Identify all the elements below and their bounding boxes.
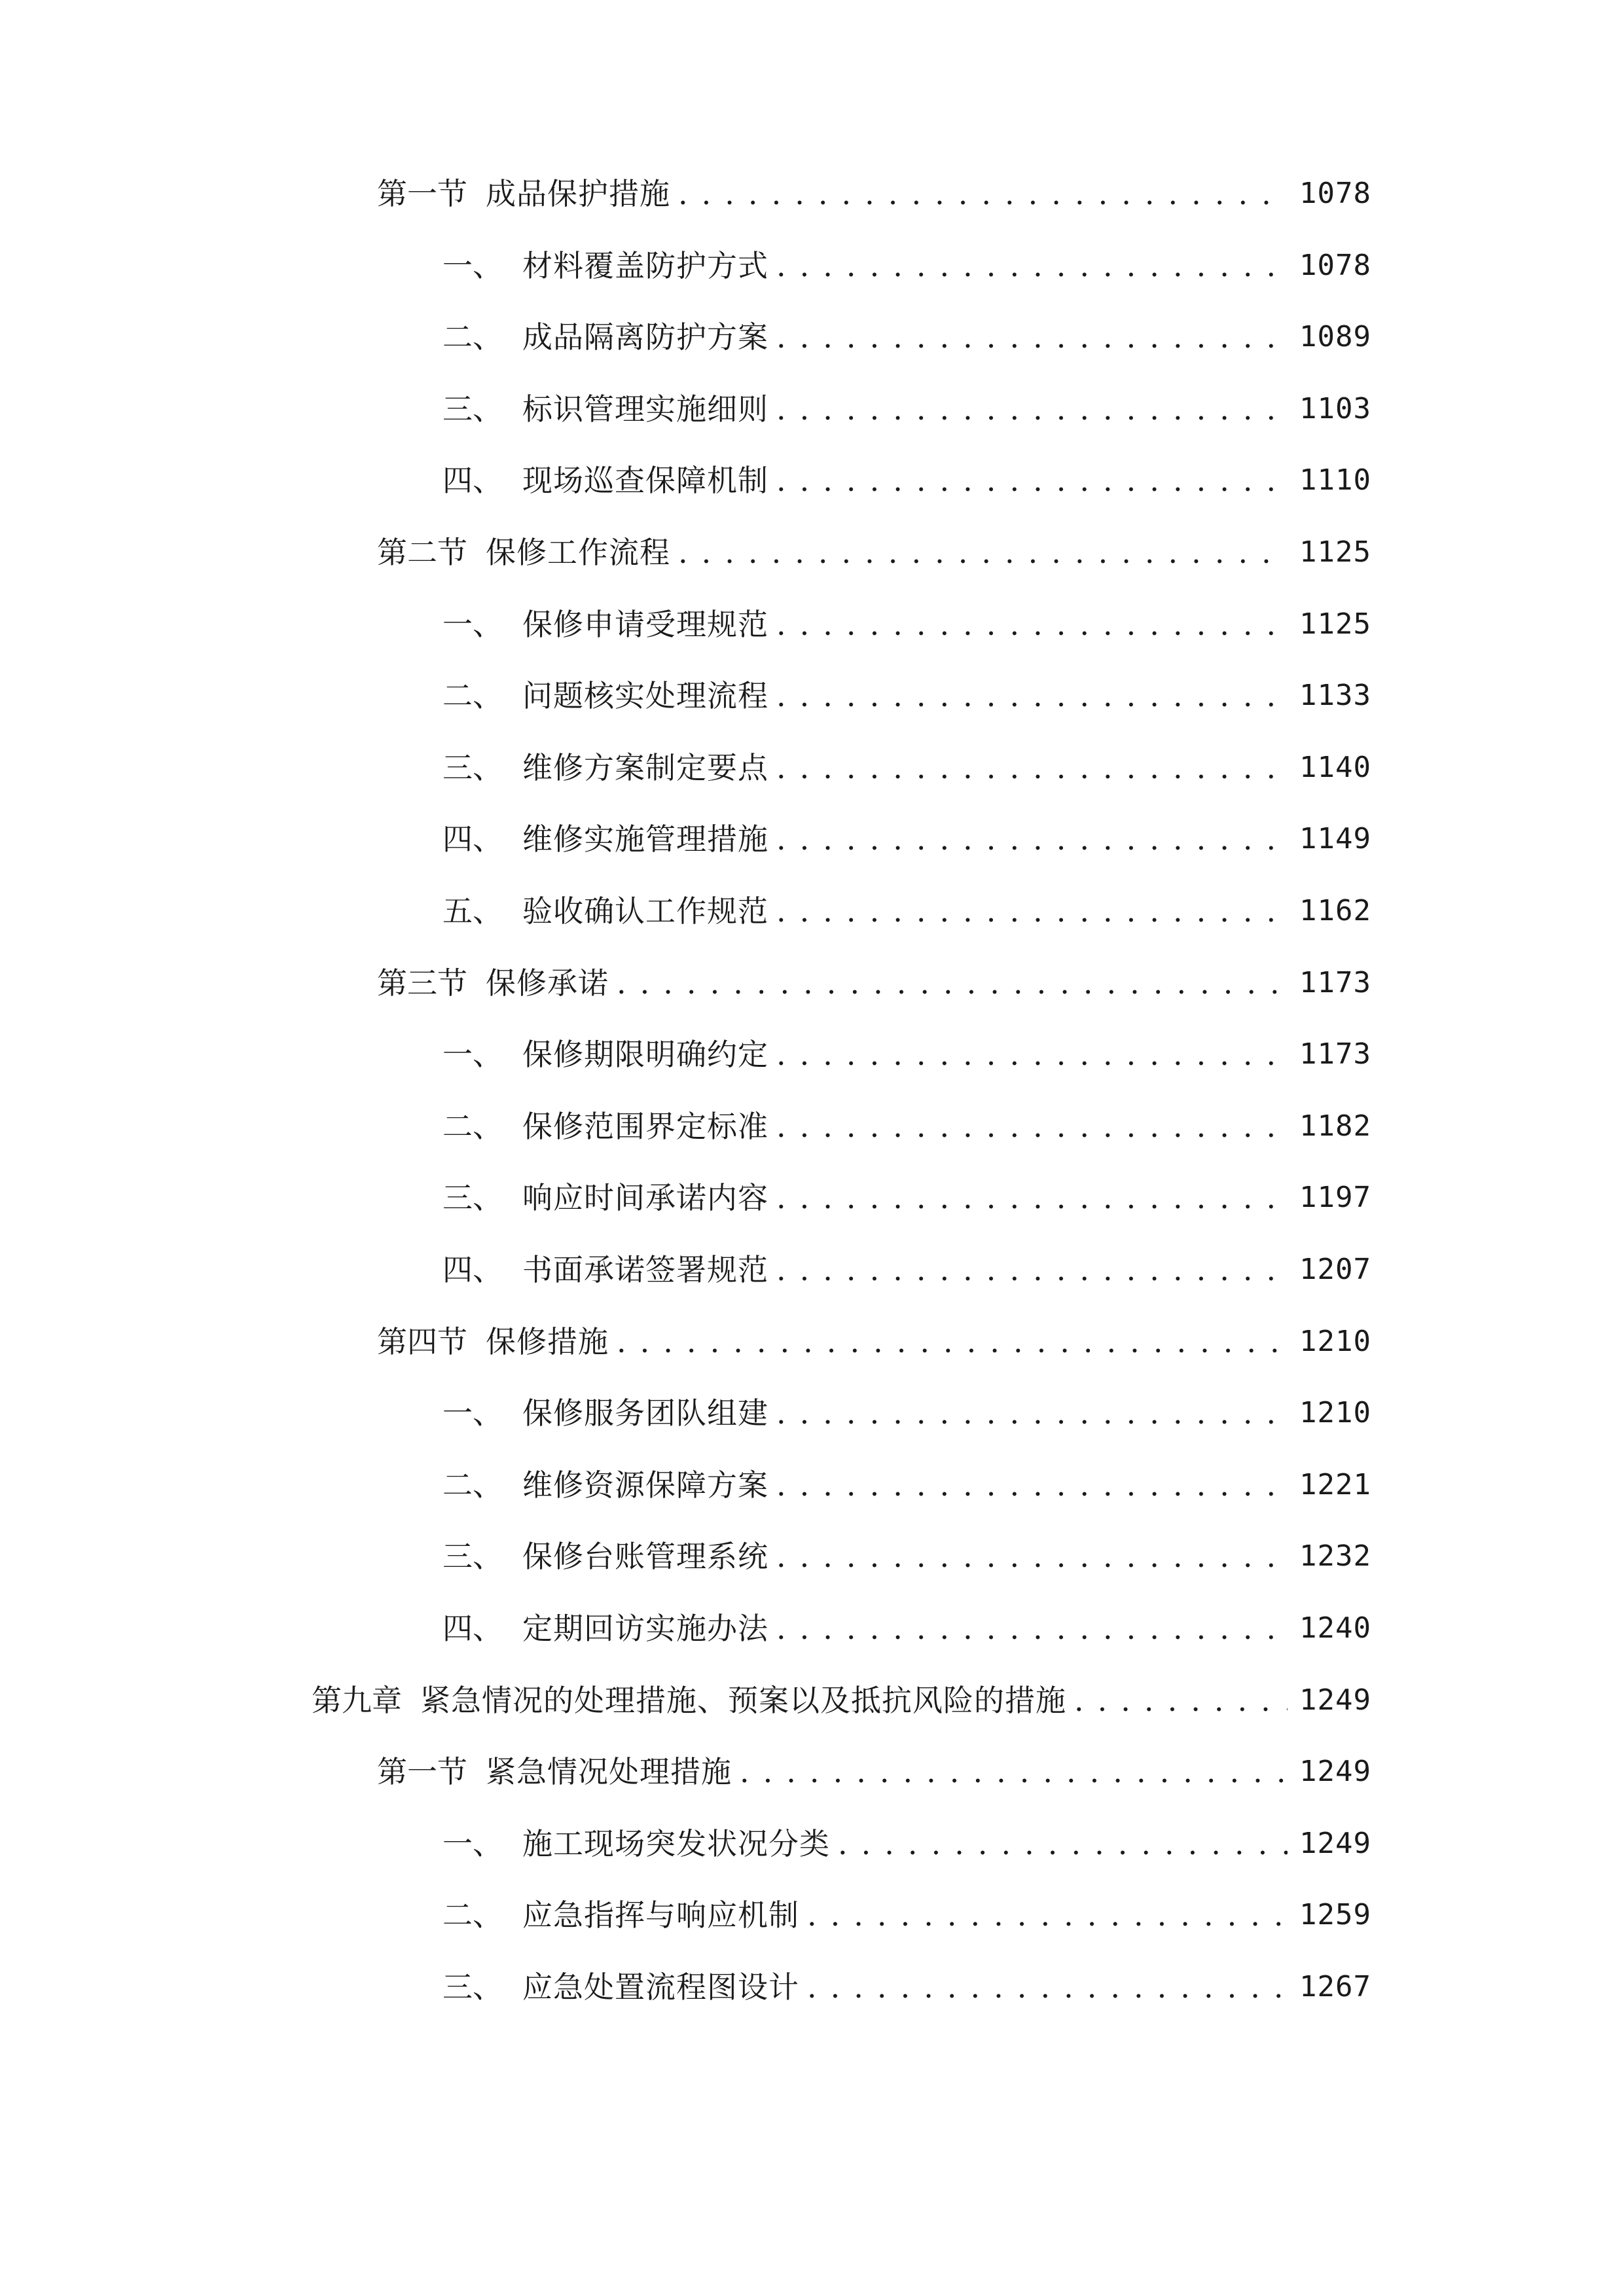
toc-entry-number: 第一节 bbox=[377, 1754, 467, 1789]
toc-entry-title: 保修期限明确约定 bbox=[522, 1037, 768, 1072]
toc-entry-number: 四、 bbox=[442, 463, 503, 498]
toc-entry-item[interactable] bbox=[442, 1892, 1371, 1939]
toc-entry-item[interactable] bbox=[442, 1820, 1371, 1867]
toc-entry-item[interactable] bbox=[442, 888, 1371, 935]
toc-dot-leader bbox=[838, 1820, 1288, 1867]
toc-entry-number: 第九章 bbox=[312, 1683, 402, 1718]
toc-dot-leader bbox=[776, 457, 1288, 504]
toc-entry-page-number: 1162 bbox=[1299, 894, 1371, 927]
toc-entry-section[interactable] bbox=[377, 960, 1371, 1007]
toc-entry-title: 定期回访实施办法 bbox=[522, 1611, 768, 1646]
toc-dot-leader bbox=[776, 1390, 1288, 1437]
toc-entry-page-number: 1207 bbox=[1299, 1253, 1371, 1286]
toc-entry-item[interactable] bbox=[442, 1174, 1371, 1221]
toc-entry-page-number: 1125 bbox=[1299, 535, 1371, 569]
toc-entry-page-number: 1110 bbox=[1299, 463, 1371, 497]
toc-entry-item[interactable] bbox=[442, 601, 1371, 648]
toc-dot-leader bbox=[617, 960, 1288, 1007]
toc-entry-item[interactable] bbox=[442, 672, 1371, 719]
toc-entry-number: 二、 bbox=[442, 678, 503, 713]
toc-entry-number: 三、 bbox=[442, 1180, 503, 1215]
toc-entry-number: 一、 bbox=[442, 1037, 503, 1072]
toc-entry-page-number: 1182 bbox=[1299, 1109, 1371, 1143]
toc-dot-leader bbox=[776, 672, 1288, 719]
toc-entry-title: 维修资源保障方案 bbox=[522, 1467, 768, 1503]
toc-entry-title: 保修申请受理规范 bbox=[522, 607, 768, 642]
toc-entry-number: 四、 bbox=[442, 821, 503, 857]
toc-entry-number: 五、 bbox=[442, 893, 503, 929]
toc-entry-title: 保修服务团队组建 bbox=[522, 1395, 768, 1431]
toc-dot-leader bbox=[740, 1748, 1288, 1795]
toc-entry-title: 保修台账管理系统 bbox=[522, 1539, 768, 1574]
toc-entry-title: 保修范围界定标准 bbox=[522, 1109, 768, 1144]
toc-entry-number: 第二节 bbox=[377, 535, 467, 570]
toc-entry-page-number: 1210 bbox=[1299, 1325, 1371, 1358]
toc-entry-title: 施工现场突发状况分类 bbox=[522, 1826, 830, 1861]
toc-entry-item[interactable] bbox=[442, 1103, 1371, 1150]
toc-entry-page-number: 1249 bbox=[1299, 1827, 1371, 1860]
toc-entry-page-number: 1232 bbox=[1299, 1539, 1371, 1573]
toc-entry-page-number: 1149 bbox=[1299, 822, 1371, 855]
toc-entry-title: 保修措施 bbox=[486, 1324, 609, 1359]
toc-entry-number: 一、 bbox=[442, 1826, 503, 1861]
toc-entry-page-number: 1078 bbox=[1299, 177, 1371, 210]
toc-entry-number: 三、 bbox=[442, 391, 503, 427]
toc-entry-number: 三、 bbox=[442, 1969, 503, 2005]
toc-entry-title: 验收确认工作规范 bbox=[522, 893, 768, 929]
toc-entry-title: 标识管理实施细则 bbox=[522, 391, 768, 427]
toc-entry-number: 二、 bbox=[442, 319, 503, 355]
toc-entry-title: 保修工作流程 bbox=[486, 535, 670, 570]
toc-dot-leader bbox=[678, 529, 1288, 576]
toc-entry-item[interactable] bbox=[442, 1605, 1371, 1652]
toc-entry-page-number: 1240 bbox=[1299, 1611, 1371, 1645]
toc-entry-section[interactable] bbox=[377, 529, 1371, 576]
toc-entry-number: 第一节 bbox=[377, 176, 467, 211]
toc-entry-page-number: 1089 bbox=[1299, 320, 1371, 353]
toc-entry-title: 应急处置流程图设计 bbox=[522, 1969, 799, 2005]
toc-entry-page-number: 1140 bbox=[1299, 751, 1371, 784]
toc-entry-section[interactable] bbox=[377, 1318, 1371, 1365]
toc-entry-item[interactable] bbox=[442, 1462, 1371, 1509]
toc-entry-title: 响应时间承诺内容 bbox=[522, 1180, 768, 1215]
toc-dot-leader bbox=[678, 170, 1288, 217]
toc-entry-page-number: 1210 bbox=[1299, 1396, 1371, 1429]
toc-entry-number: 三、 bbox=[442, 1539, 503, 1574]
toc-entry-item[interactable] bbox=[442, 1390, 1371, 1437]
toc-dot-leader bbox=[776, 314, 1288, 361]
toc-entry-page-number: 1103 bbox=[1299, 392, 1371, 425]
toc-entry-number: 三、 bbox=[442, 750, 503, 785]
toc-entry-number: 二、 bbox=[442, 1897, 503, 1933]
toc-dot-leader bbox=[776, 386, 1288, 433]
toc-entry-page-number: 1249 bbox=[1299, 1683, 1371, 1717]
toc-entry-page-number: 1267 bbox=[1299, 1970, 1371, 2003]
toc-entry-number: 二、 bbox=[442, 1109, 503, 1144]
toc-entry-chapter[interactable] bbox=[312, 1677, 1371, 1724]
toc-entry-title: 现场巡查保障机制 bbox=[522, 463, 768, 498]
toc-entry-number: 二、 bbox=[442, 1467, 503, 1503]
toc-entry-page-number: 1133 bbox=[1299, 679, 1371, 712]
toc-entry-number: 一、 bbox=[442, 248, 503, 283]
toc-entry-title: 成品隔离防护方案 bbox=[522, 319, 768, 355]
toc-dot-leader bbox=[1074, 1677, 1288, 1724]
toc-entry-number: 第四节 bbox=[377, 1324, 467, 1359]
toc-entry-title: 材料覆盖防护方式 bbox=[522, 248, 768, 283]
toc-dot-leader bbox=[776, 601, 1288, 648]
toc-entry-item[interactable] bbox=[442, 816, 1371, 863]
toc-dot-leader bbox=[807, 1892, 1288, 1939]
toc-entry-page-number: 1173 bbox=[1299, 1037, 1371, 1071]
toc-entry-title: 维修实施管理措施 bbox=[522, 821, 768, 857]
toc-entry-item[interactable] bbox=[442, 1031, 1371, 1078]
toc-entry-title: 保修承诺 bbox=[486, 965, 609, 1001]
toc-entry-item[interactable] bbox=[442, 314, 1371, 361]
toc-entry-page-number: 1259 bbox=[1299, 1898, 1371, 1931]
toc-dot-leader bbox=[776, 1031, 1288, 1078]
toc-entry-number: 四、 bbox=[442, 1252, 503, 1287]
toc-dot-leader bbox=[776, 1462, 1288, 1509]
toc-entry-section[interactable] bbox=[377, 170, 1371, 217]
toc-dot-leader bbox=[807, 1964, 1288, 2011]
toc-entry-page-number: 1249 bbox=[1299, 1755, 1371, 1788]
toc-dot-leader bbox=[776, 1605, 1288, 1652]
toc-entry-item[interactable] bbox=[442, 1246, 1371, 1293]
toc-dot-leader bbox=[617, 1318, 1288, 1365]
toc-entry-page-number: 1125 bbox=[1299, 607, 1371, 641]
toc-entry-page-number: 1221 bbox=[1299, 1468, 1371, 1501]
toc-entry-item[interactable] bbox=[442, 457, 1371, 504]
toc-entry-page-number: 1197 bbox=[1299, 1181, 1371, 1214]
toc-entry-item[interactable] bbox=[442, 1533, 1371, 1580]
toc-dot-leader bbox=[776, 1533, 1288, 1580]
toc-entry-number: 四、 bbox=[442, 1611, 503, 1646]
toc-entry-title: 紧急情况的处理措施、预案以及抵抗风险的措施 bbox=[420, 1683, 1066, 1718]
toc-entry-section[interactable] bbox=[377, 1748, 1371, 1795]
toc-dot-leader bbox=[776, 888, 1288, 935]
toc-dot-leader bbox=[776, 1174, 1288, 1221]
toc-entry-item[interactable] bbox=[442, 744, 1371, 791]
toc-entry-title: 应急指挥与响应机制 bbox=[522, 1897, 799, 1933]
toc-entry-title: 紧急情况处理措施 bbox=[486, 1754, 732, 1789]
toc-entry-item[interactable] bbox=[442, 1964, 1371, 2011]
toc-entry-title: 问题核实处理流程 bbox=[522, 678, 768, 713]
toc-entry-number: 一、 bbox=[442, 607, 503, 642]
toc-entry-page-number: 1173 bbox=[1299, 966, 1371, 999]
toc-dot-leader bbox=[776, 816, 1288, 863]
toc-dot-leader bbox=[776, 744, 1288, 791]
toc-entry-title: 维修方案制定要点 bbox=[522, 750, 768, 785]
toc-entry-number: 一、 bbox=[442, 1395, 503, 1431]
toc-entry-item[interactable] bbox=[442, 242, 1371, 289]
toc-dot-leader bbox=[776, 1246, 1288, 1293]
toc-entry-title: 书面承诺签署规范 bbox=[522, 1252, 768, 1287]
toc-dot-leader bbox=[776, 242, 1288, 289]
toc-entry-title: 成品保护措施 bbox=[486, 176, 670, 211]
toc-entry-page-number: 1078 bbox=[1299, 249, 1371, 282]
toc-dot-leader bbox=[776, 1103, 1288, 1150]
toc-entry-number: 第三节 bbox=[377, 965, 467, 1001]
toc-entry-item[interactable] bbox=[442, 386, 1371, 433]
